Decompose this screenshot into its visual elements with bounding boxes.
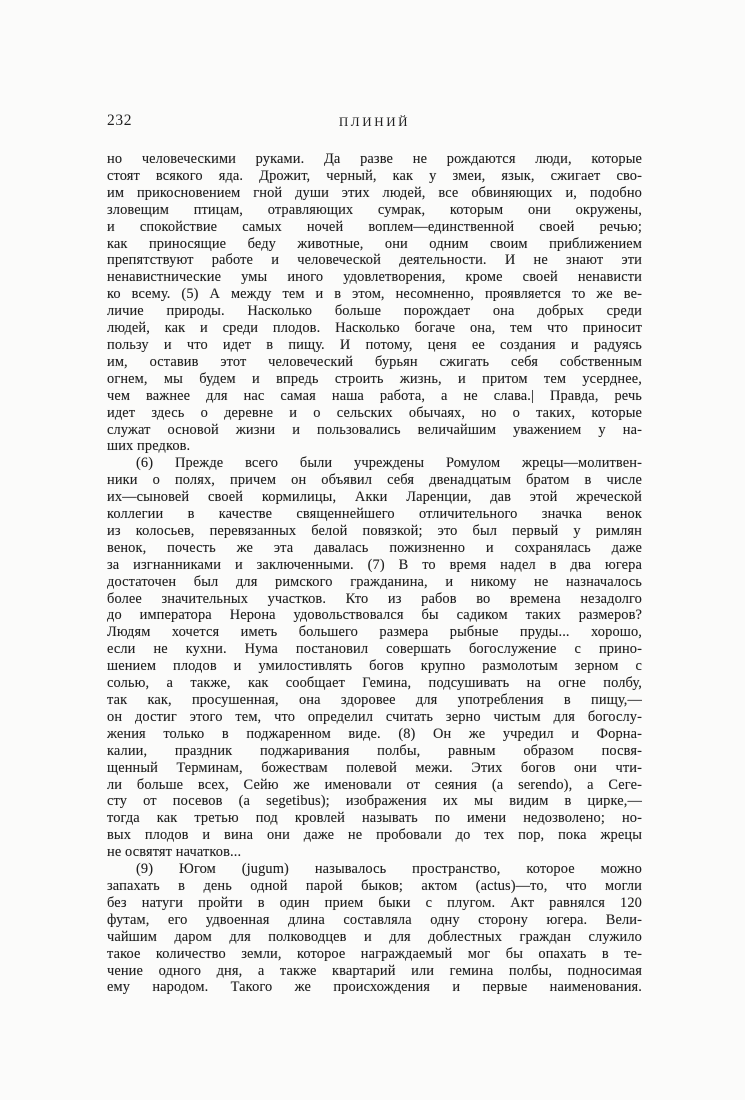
text-line: солью, а также, как сообщает Гемина, подсушивать на огне полбу, xyxy=(107,675,642,692)
text-line: ники о полях, причем он объявил себя двенадцатым братом в числе xyxy=(107,472,642,489)
text-line: Людям хочется иметь большего размера рыбные пруды... хорошо, xyxy=(107,624,642,641)
text-line: он достиг этого тем, что определил считать зерно чистым для богослу- xyxy=(107,708,642,725)
paragraph xyxy=(107,455,642,861)
text-line: венок, почесть же эта давалась пожизненно и сохранялась даже xyxy=(107,539,642,556)
paragraph xyxy=(107,861,642,996)
text-line: зловещим птицам, отравляющих сумрак, которым они окружены, xyxy=(107,201,642,218)
text-line: запахать в день одной парой быков; актом (actus)—то, что могли xyxy=(107,877,642,894)
running-title: ПЛИНИЙ xyxy=(338,114,411,129)
text-line: (9) Югом (jugum) называлось пространство, которое можно xyxy=(136,861,642,878)
text-line: им прикосновением гной души этих людей, все обвиняющих и, подобно xyxy=(107,184,642,201)
text-line: за изгнанниками и заключенными. (7) В то время надел в два югера xyxy=(107,556,642,573)
text-line: но человеческими руками. Да разве не рождаются люди, которые xyxy=(107,151,642,167)
text-line: их—сыновей своей кормилицы, Акки Ларенции, дав этой жреческой xyxy=(107,489,642,506)
text-line: более значительных участков. Кто из рабов во времена незадолго xyxy=(107,590,642,607)
page-number: 232 xyxy=(107,112,133,129)
text-line: идет здесь о деревне и о сельских обычаях, но о таких, которые xyxy=(107,404,642,421)
text-line: так как, просушенная, она здоровее для употребления в пищу,— xyxy=(107,692,642,708)
text-line: футам, его удвоенная длина составляла одну сторону югера. Вели- xyxy=(107,911,642,928)
text-line: стоят всякого яда. Дрожит, черный, как у змеи, язык, сжигает сво- xyxy=(107,167,642,184)
text-line: людей, как и среди плодов. Насколько богаче она, тем что приносит xyxy=(107,320,642,337)
text-line: без натуги пройти в один прием быки с плугом. Акт равнялся 120 xyxy=(107,894,642,911)
text-line: и спокойствие самых ночей воплем—единственной своей речью; xyxy=(107,218,642,235)
text-line: если не кухни. Нума постановил совершать богослужение с прино- xyxy=(107,641,642,658)
text-line: ненавистнические умы иного удовлетворения, кроме своей ненависти xyxy=(107,269,642,286)
text-line: ли больше всех, Сейю же именовали от сеяния (a serendo), а Сеге- xyxy=(107,776,642,793)
page-header xyxy=(107,112,642,131)
text-line: пользу и что идет в пищу. И потому, ценя ее создания и радуясь xyxy=(107,336,642,353)
text-line: не освятят начатков... xyxy=(107,844,242,861)
paragraph xyxy=(107,151,642,455)
text-line: калии, праздник поджаривания полбы, равным образом посвя- xyxy=(107,742,642,759)
text-line: коллегии в качестве священнейшего отличительного значка венок xyxy=(107,506,642,523)
text-block xyxy=(107,151,642,996)
text-line: чайшим даром для полководцев и для доблестных граждан служило xyxy=(107,928,642,945)
text-line: им, оставив этот человеческий бурьян сжигать себя собственным xyxy=(107,353,642,370)
text-line: служат основой жизни и пользовались величайшим уважением у на- xyxy=(107,421,642,438)
text-line: вых плодов и вина они даже не пробовали до тех пор, пока жрецы xyxy=(107,827,642,844)
text-line: тогда как третью под кровлей называть по имени недозволено; но- xyxy=(107,810,642,827)
text-line: чем важнее для нас самая наша работа, а не слава.| Правда, речь xyxy=(107,387,642,404)
text-line: шением плодов и умилостивлять богов крупно размолотым зерном с xyxy=(107,658,642,675)
text-line: ему народом. Такого же происхождения и первые наименования. xyxy=(107,979,642,996)
text-line: жения только в поджаренном виде. (8) Он же учредил и Форна- xyxy=(107,725,642,742)
text-line: ших предков. xyxy=(107,438,191,455)
text-line: как приносящие беду животные, они одним своим приближением xyxy=(107,235,642,252)
text-line: до императора Нерона удовольствовался бы садиком таких размеров? xyxy=(107,607,642,624)
text-line: щенный Терминам, божествам полевой межи. Этих богов они чти- xyxy=(107,759,642,776)
text-line: чение одного дня, а также квартарий или гемина полбы, подносимая xyxy=(107,962,642,979)
text-line: препятствуют работе и человеческой деятельности. И не знают эти xyxy=(107,252,642,269)
text-line: личие природы. Насколько больше порождает она добрых среди xyxy=(107,303,642,320)
text-line: сту от посевов (a segetibus); изображения их мы видим в цирке,— xyxy=(107,793,642,810)
text-line: такое количество земли, которое награждаемый мог бы опахать в те- xyxy=(107,945,642,962)
text-line: из колосьев, перевязанных белой повязкой; это был первый у римлян xyxy=(107,522,642,539)
text-line: (6) Прежде всего были учреждены Ромулом жрецы—молитвен- xyxy=(136,455,642,472)
text-line: огнем, мы будем и впредь строить жизнь, и притом тем усерднее, xyxy=(107,370,642,387)
text-line: ко всему. (5) А между тем и в этом, несомненно, проявляется то же ве- xyxy=(107,286,642,303)
text-line: достаточен был для римского гражданина, и никому не назначалось xyxy=(107,573,642,590)
